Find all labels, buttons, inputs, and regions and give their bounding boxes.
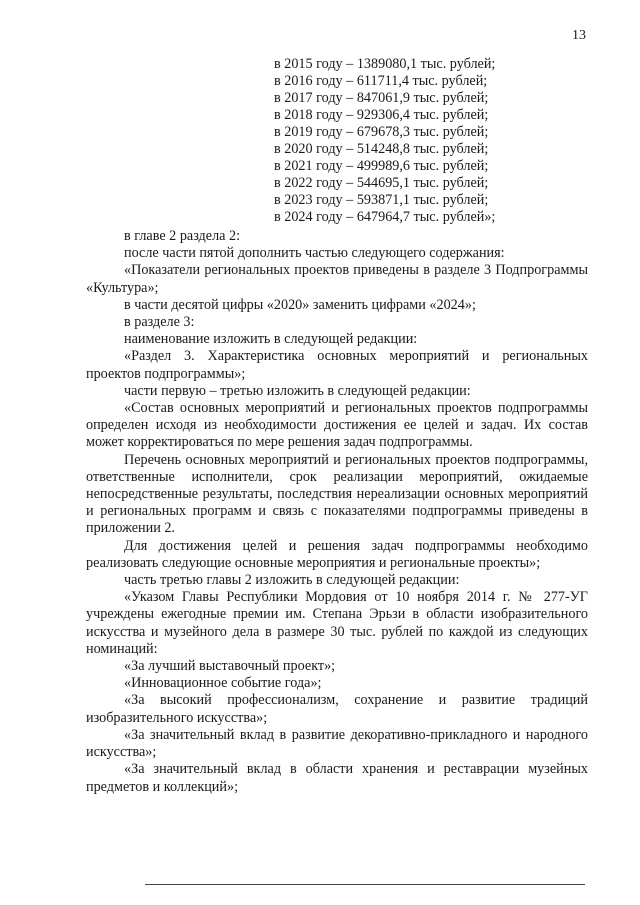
funding-year-2021: в 2021 году – 499989,6 тыс. рублей; bbox=[274, 158, 489, 174]
paragraph: после части пятой дополнить частью следующего содержания: bbox=[124, 245, 505, 262]
paragraph: часть третью главы 2 изложить в следующей редакции: bbox=[124, 572, 460, 589]
paragraph: «За значительный вклад в развитие декоративно-прикладного и народного искусства»; bbox=[86, 726, 588, 761]
paragraph: «Раздел 3. Характеристика основных мероприятий и региональных проектов подпрограммы»; bbox=[86, 348, 588, 382]
paragraph: «Инновационное событие года»; bbox=[124, 675, 322, 692]
funding-year-2015: в 2015 году – 1389080,1 тыс. рублей; bbox=[274, 56, 496, 72]
funding-year-2022: в 2022 году – 544695,1 тыс. рублей; bbox=[274, 175, 489, 191]
paragraph: «За лучший выставочный проект»; bbox=[124, 658, 336, 675]
paragraph: наименование изложить в следующей редакции: bbox=[124, 331, 418, 348]
document-body bbox=[86, 228, 588, 796]
funding-year-2020: в 2020 году – 514248,8 тыс. рублей; bbox=[274, 141, 489, 157]
paragraph: Для достижения целей и решения задач подпрограммы необходимо реализовать следующие основные мероприятия и региональные проекты»; bbox=[86, 537, 588, 571]
funding-year-2016: в 2016 году – 611711,4 тыс. рублей; bbox=[274, 73, 488, 89]
footer-divider bbox=[145, 884, 585, 885]
funding-by-year-list bbox=[274, 56, 574, 226]
funding-year-2017: в 2017 году – 847061,9 тыс. рублей; bbox=[274, 90, 489, 106]
paragraph: части первую – третью изложить в следующей редакции: bbox=[124, 382, 471, 399]
funding-year-2023: в 2023 году – 593871,1 тыс. рублей; bbox=[274, 192, 489, 208]
paragraph: в разделе 3: bbox=[124, 314, 195, 331]
paragraph: «Состав основных мероприятий и региональных проектов подпрограммы определен исходя из необходимости достижения ее целей и задач. Их состав может корректироваться по мере решения задач подпрограммы. bbox=[86, 400, 588, 451]
funding-year-2024: в 2024 году – 647964,7 тыс. рублей»; bbox=[274, 209, 496, 225]
paragraph: «Указом Главы Республики Мордовия от 10 ноября 2014 г. № 277-УГ учреждены ежегодные премии им. Степана Эрьзи в области изобразительного искусства и музейного дела в размере 30 тыс. рублей по каждой из следующих номинаций: bbox=[86, 589, 588, 657]
paragraph: Перечень основных мероприятий и региональных проектов подпрограммы, ответственные исполнители, срок реализации мероприятий, ожидаемые непосредственные результаты, последствия нереализации основных мероприятий и региональных программ и связь с показателями подпрограммы приведены в приложении 2. bbox=[86, 451, 588, 537]
paragraph: «За значительный вклад в области хранения и реставрации музейных предметов и коллекций»; bbox=[86, 761, 588, 795]
page-number: 13 bbox=[572, 28, 586, 43]
paragraph: «Показатели региональных проектов приведены в разделе 3 Подпрограммы «Культура»; bbox=[86, 262, 588, 296]
paragraph: «За высокий профессионализм, сохранение и развитие традиций изобразительного искусства»; bbox=[86, 692, 588, 726]
funding-year-2019: в 2019 году – 679678,3 тыс. рублей; bbox=[274, 124, 489, 140]
funding-year-2018: в 2018 году – 929306,4 тыс. рублей; bbox=[274, 107, 489, 123]
paragraph: в главе 2 раздела 2: bbox=[124, 228, 241, 244]
paragraph: в части десятой цифры «2020» заменить цифрами «2024»; bbox=[124, 296, 476, 313]
